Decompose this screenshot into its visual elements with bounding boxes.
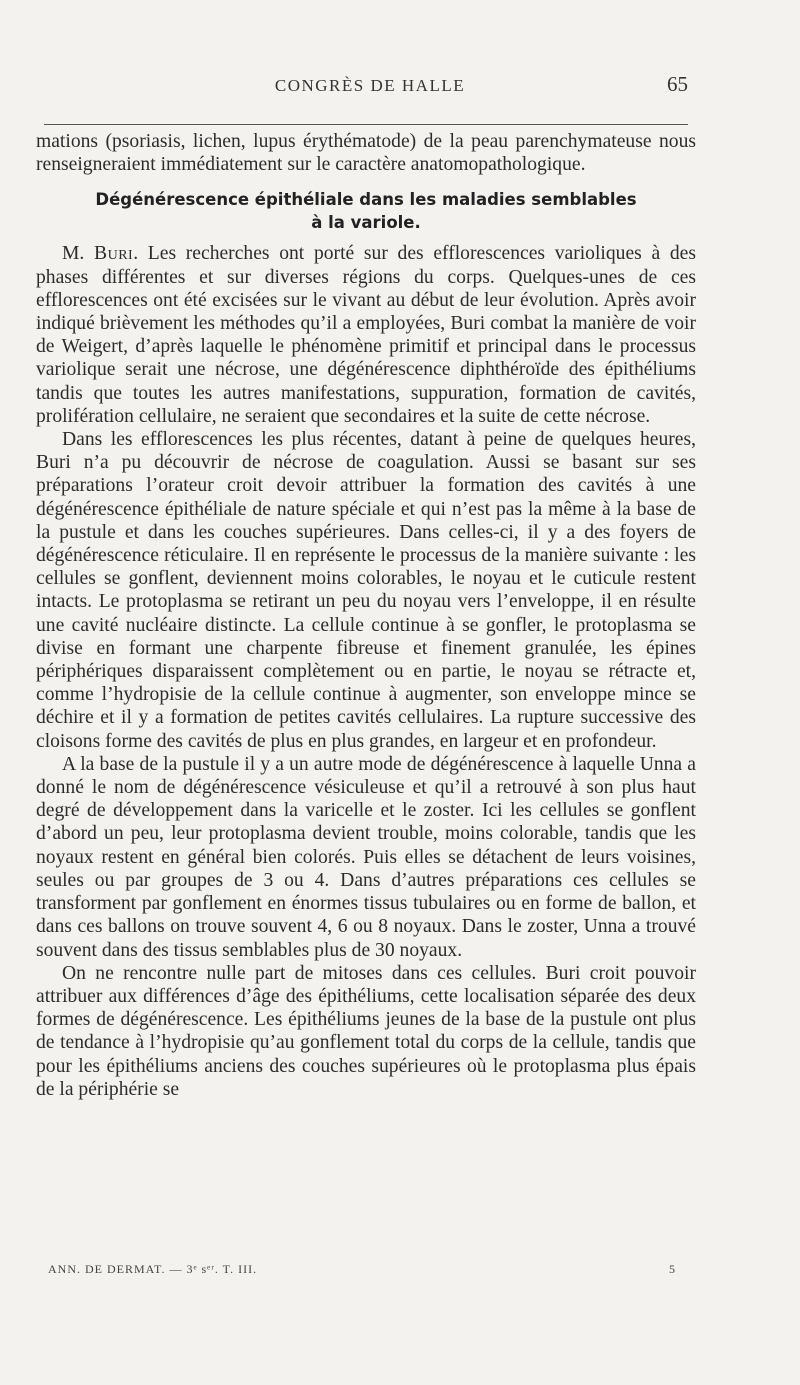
paragraph-recent-efflorescences: Dans les efflorescences les plus récentes, datant à peine de quelques heures, Buri n’a pu découvrir de nécrose de coagulation. Aussi se basant sur ses préparations l’orateur croit devoir attribuer la formation des cavités à une dégénérescence épithéliale de nature spéciale et qui n’est pas la même à la base de la pustule et dans les couches supérieures. Dans celles-ci, il y a des foyers de dégénérescence réticulaire. Il en représente le processus de la manière suivante : les cellules se gonflent, deviennent moins colorables, le noyau et le cuticule restent intacts. Le protoplasma se retirant un peu du noyau vers l’enveloppe, il en résulte une cavité nucléaire distincte. La cellule continue à se gonfler, le protoplasma se divise en formant une charpente fibreuse et finement granulée, les épines périphériques disparaissent complètement ou en partie, le noyau se rétracte et, comme l’hydropisie de la cellule continue à augmenter, son enveloppe mince se déchire et il y a formation de petites cavités cellulaires. La rupture successive des cloisons forme des cavités de plus en plus grandes, en largeur et en profondeur. [36,429,696,752]
section-heading [36,188,696,234]
page-footer [48,1262,688,1282]
speaker-prefix: M. [62,243,95,265]
running-title: CONGRÈS DE HALLE [274,76,466,95]
paragraph-continuation: mations (psoriasis, lichen, lupus érythématode) de la peau parenchymateuse nous renseigneraient immédiatement sur le caractère anatomopathologique. [36,131,696,176]
body-text [36,130,696,1101]
paragraph-pustule-base: A la base de la pustule il y a un autre mode de dégénérescence à laquelle Unna a donné le nom de dégénérescence vésiculeuse et qu’il a retrouvé à son plus haut degré de développement dans la varicelle et le zoster. Ici les cellules se gonflent d’abord un peu, leur protoplasma devient trouble, moins colorable, tandis que les noyaux restent en général bien colorés. Puis elles se détachent de leurs voisines, seules ou par groupes de 3 ou 4. Dans d’autres préparations ces cellules se transforment par gonflement en énormes tissus tubulaires ou en forme de ballon, et dans ces ballons on trouve souvent 4, 6 ou 8 noyaux. Dans le zoster, Unna a trouvé souvent dans des tissus semblables plus de 30 noyaux. [36,753,696,961]
running-head [0,72,800,102]
speaker-name: Buri [94,243,134,265]
paragraph-mitoses: On ne rencontre nulle part de mitoses dans ces cellules. Buri croit pouvoir attribuer aux différences d’âge des épithéliums, cette localisation séparée des deux formes de dégénérescence. Les épithéliums jeunes de la base de la pustule ont plus de tendance à l’hydropisie qu’au gonflement total du corps de la cellule, tandis que pour les épithéliums anciens des couches supérieures où le protoplasma plus épais de la périphérie se [36,962,696,1100]
paragraph-buri-intro [36,242,696,428]
section-heading-line-1: Dégénérescence épithéliale dans les maladies semblables [95,190,637,210]
header-rule [44,124,688,125]
section-heading-line-2: à la variole. [311,213,421,233]
footer-journal-reference: ANN. DE DERMAT. — 3ᵉ sᵉʳ. T. III. [48,1262,258,1276]
paragraph-buri-intro-text: . Les recherches ont porté sur des efflorescences varioliques à des phases différentes et sur diverses régions du corps. Quelques-unes de ces efflorescences ont été excisées sur le vivant au début de leur évolution. Après avoir indiqué brièvement les méthodes qu’il a employées, Buri combat la manière de voir de Weigert, d’après laquelle le phénomène primitif et principal dans le processus variolique serait une nécrose, une dégénérescence diphthéroïde des épithéliums tandis que toutes les autres manifestations, suppuration, formation de cavités, prolifération cellulaire, ne seraient que secondaires et la suite de cette nécrose. [36,243,696,427]
footer-signature-mark: 5 [669,1262,676,1276]
page-number: 65 [667,72,688,96]
